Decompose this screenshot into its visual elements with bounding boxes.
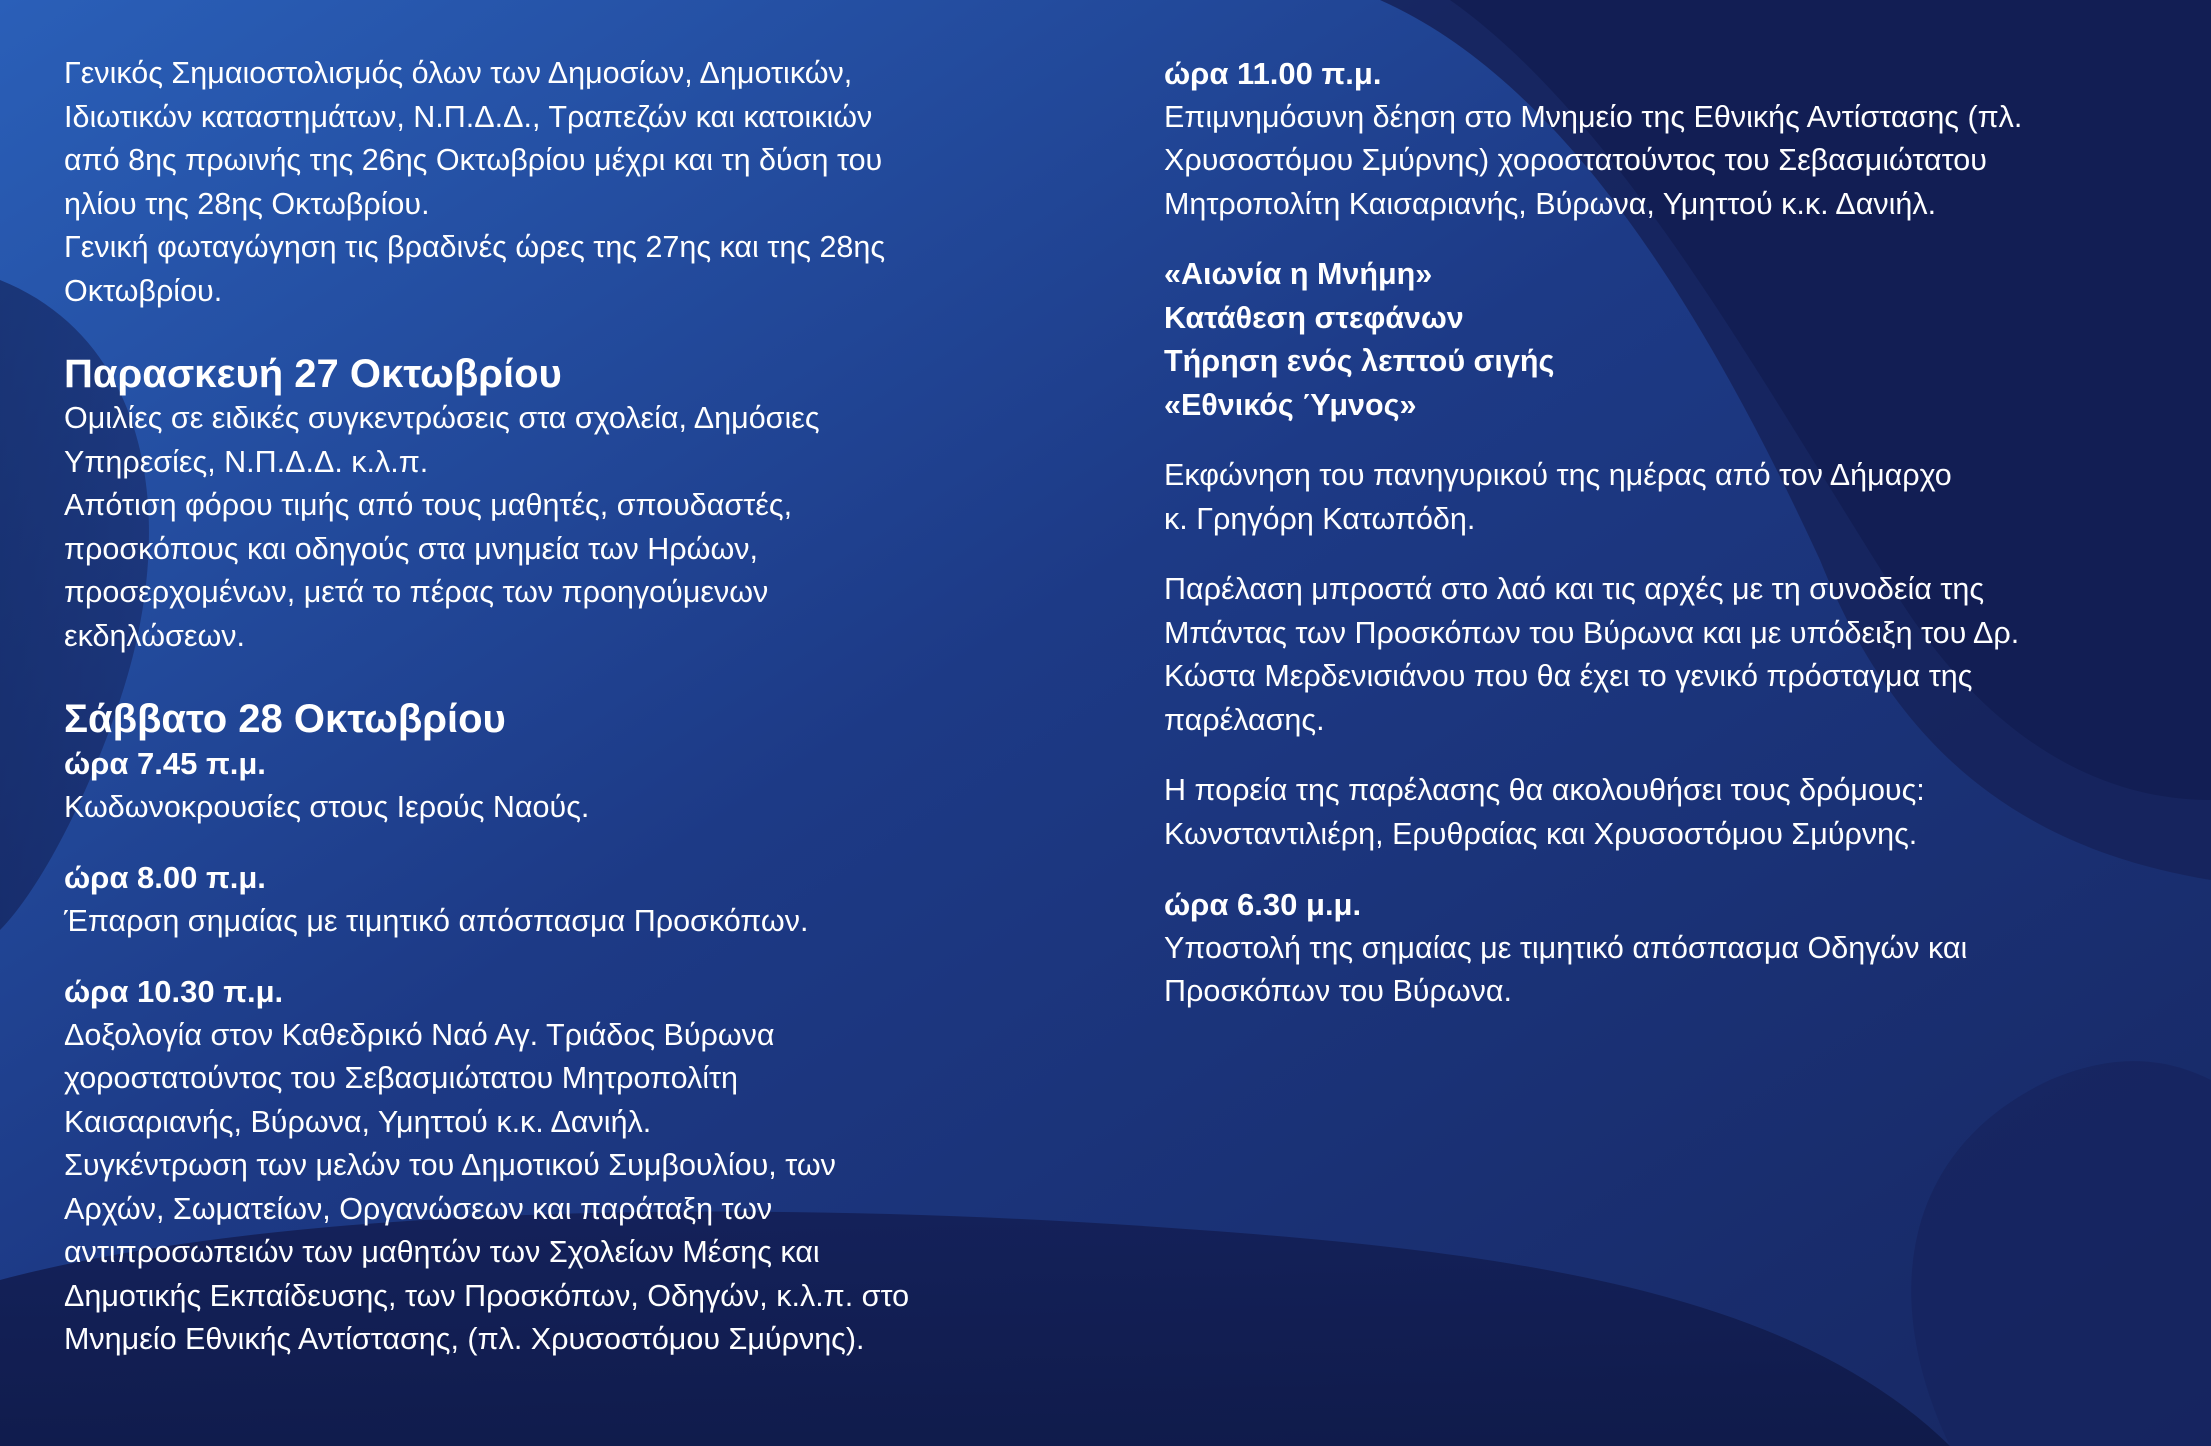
event-text: Κωδωνοκρουσίες στους Ιερούς Ναούς. bbox=[64, 789, 590, 824]
event-0800 bbox=[64, 856, 1024, 943]
speech-text: Εκφώνηση του πανηγυρικού της ημέρας από τον Δήμαρχο κ. Γρηγόρη Κατωπόδη. bbox=[1164, 458, 1952, 536]
time-0630: ώρα 6.30 μ.μ. bbox=[1164, 887, 1362, 922]
intro-paragraph: Γενικός Σημαιοστολισμός όλων των Δημοσίων, Δημοτικών, Ιδιωτικών καταστημάτων, Ν.Π.Δ.Δ., Τραπεζών και κατοικιών από 8ης πρωινής της 26ης Οκτωβρίου μέχρι και τη δύση του ηλίου της 28ης Οκτωβρίου. Γενική φωταγώγηση τις βραδινές ώρες της 27ης και της 28ης Οκτωβρίου. bbox=[64, 56, 886, 308]
right-column bbox=[1164, 52, 2174, 1014]
event-text: Έπαρση σημαίας με τιμητικό απόσπασμα Προσκόπων. bbox=[64, 903, 809, 938]
memorial-text: Επιμνημόσυνη δέηση στο Μνημείο της Εθνικής Αντίστασης (πλ. Χρυσοστόμου Σμύρνης) χοροστατούντος του Σεβασμιώτατου Μητροπολίτη Καισαριανής, Βύρωνα, Υμηττού κ.κ. Δανιήλ. bbox=[1164, 99, 2023, 221]
event-0745 bbox=[64, 742, 1024, 829]
event-1030 bbox=[64, 970, 1024, 1362]
saturday-heading: Σάββατο 28 Οκτωβρίου bbox=[64, 697, 506, 741]
ceremony-item: Κατάθεση στεφάνων bbox=[1164, 300, 1464, 335]
time-1100: ώρα 11.00 π.μ. bbox=[1164, 56, 1382, 91]
event-time: ώρα 7.45 π.μ. bbox=[64, 746, 266, 781]
event-time: ώρα 10.30 π.μ. bbox=[64, 974, 284, 1009]
friday-heading: Παρασκευή 27 Οκτωβρίου bbox=[64, 352, 562, 396]
ceremony-item: «Εθνικός Ύμνος» bbox=[1164, 387, 1417, 422]
route-text: Η πορεία της παρέλασης θα ακολουθήσει τους δρόμους: Κωνσταντιλιέρη, Ερυθραίας και Χρυσοστόμου Σμύρνης. bbox=[1164, 773, 1925, 851]
event-time: ώρα 8.00 π.μ. bbox=[64, 860, 266, 895]
lowering-text: Υποστολή της σημαίας με τιμητικό απόσπασμα Οδηγών και Προσκόπων του Βύρωνα. bbox=[1164, 930, 1968, 1008]
ceremony-list bbox=[1164, 253, 2174, 427]
event-0630 bbox=[1164, 883, 2174, 1014]
parade-text: Παρέλαση μπροστά στο λαό και τις αρχές με τη συνοδεία της Μπάντας των Προσκόπων του Βύρωνα και με υπόδειξη του Δρ. Κώστα Μερδενισιάνου που θα έχει το γενικό πρόσταγμα της παρέλασης. bbox=[1164, 572, 2020, 737]
event-text: Δοξολογία στον Καθεδρικό Ναό Αγ. Τριάδος Βύρωνα χοροστατούντος του Σεβασμιώτατου Μητροπολίτη Καισαριανής, Βύρωνα, Υμηττού κ.κ. Δανιήλ. Συγκέντρωση των μελών του Δημοτικού Συμβουλίου, των Αρχών, Σωματείων, Οργανώσεων και παράταξη των αντιπροσωπειών των μαθητών των Σχολείων Μέσης και Δημοτικής Εκπαίδευσης, των Προσκόπων, Οδηγών, κ.λ.π. στο Μνημείο Εθνικής Αντίστασης, (πλ. Χρυσοστόμου Σμύρνης). bbox=[64, 1017, 910, 1356]
friday-text: Ομιλίες σε ειδικές συγκεντρώσεις στα σχολεία, Δημόσιες Υπηρεσίες, Ν.Π.Δ.Δ. κ.λ.π. Απότιση φόρου τιμής από τους μαθητές, σπουδαστές, προσκόπους και οδηγούς στα μνημεία των Ηρώων, προσερχομένων, μετά το πέρας των προηγούμενων εκδηλώσεων. bbox=[64, 401, 820, 653]
ceremony-item: Τήρηση ενός λεπτού σιγής bbox=[1164, 344, 1555, 378]
ceremony-item: «Αιωνία η Μνήμη» bbox=[1164, 257, 1433, 291]
left-column bbox=[64, 52, 1024, 1362]
